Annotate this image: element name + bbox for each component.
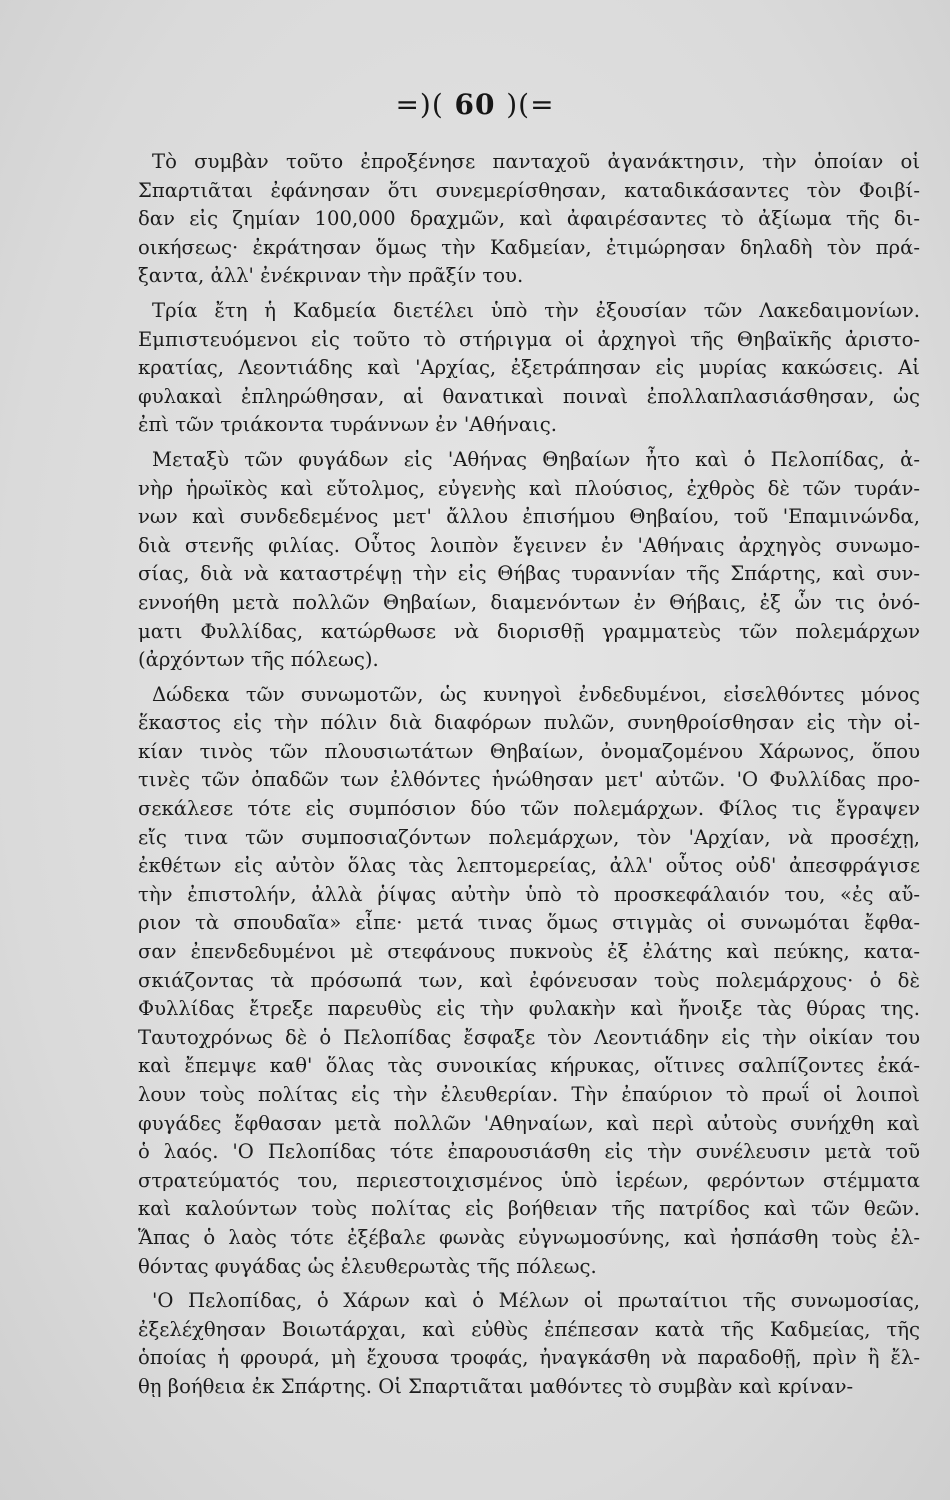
text-line: Φυλλίδας ἔτρεξε παρευθὺς εἰς τὴν φυλακὴν καὶ ἤνοιξε τὰς θύρας της. — [138, 997, 920, 1021]
paragraph — [138, 297, 920, 440]
text-line: ματι Φυλλίδας, κατώρθωσε νὰ διορισθῇ γραμματεὺς τῶν πολεμάρχων — [138, 619, 920, 643]
text-line: νων καὶ συνδεδεμένος μετ' ἄλλου ἐπισήμου Θηβαίου, τοῦ 'Επαμινώνδα, — [138, 505, 920, 529]
text-line: δαν εἰς ζημίαν 100,000 δραχμῶν, καὶ ἀφαιρέσαντες τὸ ἀξίωμα τῆς δι- — [138, 207, 920, 231]
text-line: ἐκθέτων εἰς αὐτὸν ὅλας τὰς λεπτομερείας, ἀλλ' οὗτος οὐδ' ἀπεσφράγισε — [138, 854, 920, 878]
text-line: καὶ ἔπεμψε καθ' ὅλας τὰς συνοικίας κήρυκας, οἵτινες σαλπίζοντες ἐκά- — [138, 1054, 920, 1078]
text-line: εννοήθη μετὰ πολλῶν Θηβαίων, διαμενόντων ἐν Θήβαις, ἐξ ὧν τις ὀνό- — [138, 590, 920, 614]
text-line: στρατεύματός του, περιεστοιχισμένος ὑπὸ ἱερέων, φερόντων στέμματα — [138, 1168, 920, 1192]
text-line: Μεταξὺ τῶν φυγάδων εἰς 'Αθήνας Θηβαίων ἦτο καὶ ὁ Πελοπίδας, ἀ- — [152, 447, 920, 471]
text-line: εἴς τινα τῶν συμποσιαζόντων πολεμάρχων, τὸν 'Αρχίαν, νὰ προσέχῃ, — [138, 825, 920, 849]
text-line: Δώδεκα τῶν συνωμοτῶν, ὡς κυνηγοὶ ἐνδεδυμένοι, εἰσελθόντες μόνος — [152, 682, 920, 706]
paragraph — [138, 446, 920, 675]
paragraph — [138, 681, 920, 1281]
page-header — [0, 88, 950, 121]
header-ornament-right: )(= — [506, 88, 555, 121]
text-line: ὁ λαός. 'Ο Πελοπίδας τότε ἐπαρουσιάσθη εἰς τὴν συνέλευσιν μετὰ τοῦ — [138, 1140, 920, 1164]
text-line: σεκάλεσε τότε εἰς συμπόσιον δύο τῶν πολεμάρχων. Φίλος τις ἔγραψεν — [138, 797, 920, 821]
text-line: ριον τὰ σπουδαῖα» εἶπε· μετά τινας ὅμως στιγμὰς οἱ συνωμόται ἔφθα- — [138, 911, 920, 935]
text-line: τὴν ἐπιστολήν, ἀλλὰ ῥίψας αὐτὴν ὑπὸ τὸ προσκεφάλαιόν του, «ἐς αὔ- — [138, 882, 920, 906]
text-line: φυλακαὶ ἐπληρώθησαν, αἱ θανατικαὶ ποιναὶ ἐπολλαπλασιάσθησαν, ὡς — [138, 384, 920, 408]
text-line: ἕκαστος εἰς τὴν πόλιν διὰ διαφόρων πυλῶν, συνηθροίσθησαν εἰς τὴν οἰ- — [138, 711, 920, 735]
page-body-text — [138, 148, 920, 1408]
header-ornament-left: =)( — [395, 88, 444, 121]
text-line: καὶ καλούντων τοὺς πολίτας εἰς βοήθειαν τῆς πατρίδος καὶ τῶν θεῶν. — [138, 1197, 920, 1221]
text-line: θόντας φυγάδας ὡς ἐλευθερωτὰς τῆς πόλεως. — [138, 1254, 597, 1278]
text-line: σαν ἐπενδεδυμένοι μὲ στεφάνους πυκνοὺς ἐξ ἐλάτης καὶ πεύκης, κατα- — [138, 940, 920, 964]
text-line: ἐπὶ τῶν τριάκοντα τυράννων ἐν 'Αθήναις. — [138, 413, 557, 437]
paragraph — [138, 1287, 920, 1401]
text-line: Τὸ συμβὰν τοῦτο ἐπροξένησε πανταχοῦ ἀγανάκτησιν, τὴν ὁποίαν οἱ — [152, 150, 920, 173]
text-line: κρατίας, Λεοντιάδης καὶ 'Αρχίας, ἐξετράπησαν εἰς μυρίας κακώσεις. Αἱ — [138, 356, 920, 380]
text-line: Ταυτοχρόνως δὲ ὁ Πελοπίδας ἔσφαξε τὸν Λεοντιάδην εἰς τὴν οἰκίαν του — [138, 1025, 920, 1049]
text-line: οικήσεως· ἐκράτησαν ὅμως τὴν Καδμείαν, ἐτιμώρησαν δηλαδὴ τὸν πρά- — [138, 235, 920, 259]
text-line: νὴρ ἡρωϊκὸς καὶ εὔτολμος, εὐγενὴς καὶ πλούσιος, ἐχθρὸς δὲ τῶν τυράν- — [138, 476, 920, 500]
text-line: Ἅπας ὁ λαὸς τότε ἐξέβαλε φωνὰς εὐγνωμοσύνης, καὶ ἠσπάσθη τοὺς ἐλ- — [138, 1225, 920, 1249]
text-line: ἐξελέχθησαν Βοιωτάρχαι, καὶ εὐθὺς ἐπέπεσαν κατὰ τῆς Καδμείας, τῆς — [138, 1317, 920, 1341]
paragraph — [138, 148, 920, 291]
text-line: λουν τοὺς πολίτας εἰς τὴν ἐλευθερίαν. Τὴν ἐπαύριον τὸ πρωΐ οἱ λοιποὶ — [138, 1083, 920, 1106]
text-line: 'Ο Πελοπίδας, ὁ Χάρων καὶ ὁ Μέλων οἱ πρωταίτιοι τῆς συνωμοσίας, — [152, 1289, 920, 1313]
text-line: Σπαρτιᾶται ἐφάνησαν ὅτι συνεμερίσθησαν, καταδικάσαντες τὸν Φοιβί- — [138, 178, 920, 202]
text-line: Εμπιστευόμενοι εἰς τοῦτο τὸ στήριγμα οἱ ἀρχηγοὶ τῆς Θηβαϊκῆς ἀριστο- — [138, 327, 920, 351]
text-line: φυγάδες ἔφθασαν μετὰ πολλῶν 'Αθηναίων, καὶ περὶ αὐτοὺς συνήχθη καὶ — [138, 1111, 920, 1135]
text-line: σίας, διὰ νὰ καταστρέψῃ τὴν εἰς Θήβας τυραννίαν τῆς Σπάρτης, καὶ συν- — [138, 562, 920, 586]
text-line: σκιάζοντας τὰ πρόσωπά των, καὶ ἐφόνευσαν τοὺς πολεμάρχους· ὁ δὲ — [138, 968, 920, 992]
text-line: Τρία ἔτη ἡ Καδμεία διετέλει ὑπὸ τὴν ἐξουσίαν τῶν Λακεδαιμονίων. — [152, 298, 920, 322]
text-line: διὰ στενῆς φιλίας. Οὗτος λοιπὸν ἔγεινεν ἐν 'Αθήναις ἀρχηγὸς συνωμο- — [138, 533, 920, 557]
text-line: κίαν τινὸς τῶν πλουσιωτάτων Θηβαίων, ὀνομαζομένου Χάρωνος, ὅπου — [138, 739, 920, 763]
text-line: θῃ βοήθεια ἐκ Σπάρτης. Οἱ Σπαρτιᾶται μαθόντες τὸ συμβὰν καὶ κρίναν- — [138, 1374, 854, 1398]
text-line: (ἀρχόντων τῆς πόλεως). — [138, 648, 379, 672]
page-number: 60 — [454, 88, 496, 121]
text-line: ὁποίας ἡ φρουρά, μὴ ἔχουσα τροφάς, ἠναγκάσθη νὰ παραδοθῇ, πρὶν ἢ ἔλ- — [138, 1346, 920, 1370]
text-line: ξαντα, ἀλλ' ἐνέκριναν τὴν πρᾶξίν του. — [138, 264, 524, 288]
text-line: τινὲς τῶν ὀπαδῶν των ἐλθόντες ἡνώθησαν μετ' αὐτῶν. 'Ο Φυλλίδας προ- — [138, 768, 920, 792]
